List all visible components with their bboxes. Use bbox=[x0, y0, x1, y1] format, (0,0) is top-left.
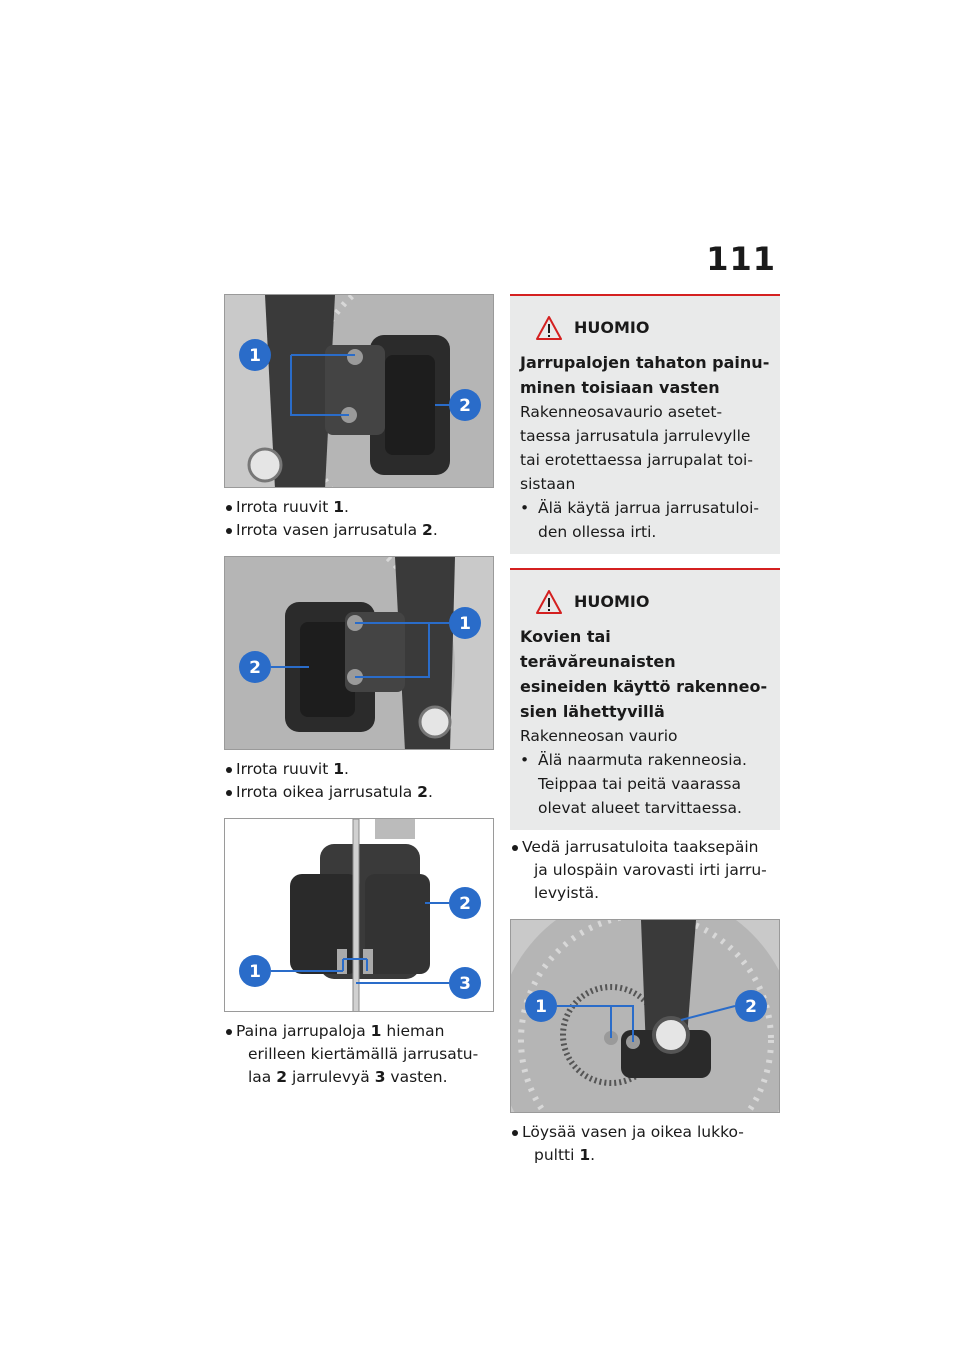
step-pull-calipers: Vedä jarrusatuloita taaksepäin bbox=[510, 836, 780, 859]
left-column bbox=[224, 294, 494, 1089]
page-number: 111 bbox=[706, 240, 776, 278]
figure-left-caliper-screws bbox=[224, 294, 494, 488]
figure-lock-bolts bbox=[510, 919, 780, 1113]
step-pull-calipers-line2: ja ulospäin varovasti irti jarru- bbox=[534, 861, 767, 879]
right-column bbox=[510, 294, 780, 1167]
notice-pad-compression bbox=[510, 294, 780, 554]
callout-2-label: 2 bbox=[459, 396, 471, 416]
notice-action: • Älä naarmuta rakenneosia. Teippaa tai peitä vaarassa olevat alueet tarvittaessa. bbox=[520, 748, 770, 820]
notice-consequence: Rakenneosavaurio asetet- taessa jarrusatula jarrulevylle tai erotettaessa jarrupalat toi- sistaan bbox=[520, 403, 753, 493]
step-remove-screws: Irrota ruuvit 1. bbox=[224, 758, 494, 781]
callout-2-label: 2 bbox=[459, 894, 471, 914]
step-pull-calipers-line3: levyistä. bbox=[534, 884, 600, 902]
notice-consequence: Rakenneosan vaurio bbox=[520, 727, 678, 745]
notice-title: HUOMIO bbox=[574, 592, 650, 611]
callout-3-label: 3 bbox=[459, 974, 471, 994]
notice-action: • Älä käytä jarrua jarrusatuloi- den ollessa irti. bbox=[520, 496, 770, 544]
right-caliper-illustration bbox=[225, 557, 494, 750]
callout-2-label: 2 bbox=[249, 658, 261, 678]
steps-pull-calipers bbox=[510, 836, 780, 905]
notice-sharp-objects bbox=[510, 568, 780, 830]
step-press-pads-line3: laa 2 jarrulevyä 3 vasten. bbox=[248, 1068, 448, 1086]
steps-press-pads bbox=[224, 1020, 494, 1089]
steps-right-caliper bbox=[224, 758, 494, 804]
notice-hazard: Jarrupalojen tahaton painu- minen toisiaan vasten bbox=[520, 353, 770, 397]
brake-pads-illustration bbox=[225, 819, 494, 1012]
callout-2-label: 2 bbox=[745, 997, 757, 1017]
steps-loosen-bolts bbox=[510, 1121, 780, 1167]
notice-title: HUOMIO bbox=[574, 318, 650, 337]
step-loosen-bolts: Löysää vasen ja oikea lukko- bbox=[510, 1121, 780, 1144]
figure-brake-pads bbox=[224, 818, 494, 1012]
step-remove-left-caliper: Irrota vasen jarrusatula 2. bbox=[224, 519, 494, 542]
notice-hazard: Kovien tai terävăreunaisten esineiden käyttö rakenneo- sien lähettyvillä bbox=[520, 627, 768, 721]
step-press-pads-line2: erilleen kiertämällä jarrusatu- bbox=[248, 1045, 479, 1063]
left-caliper-illustration bbox=[225, 295, 494, 488]
warning-triangle-icon bbox=[536, 590, 562, 614]
step-remove-screws: Irrota ruuvit 1. bbox=[224, 496, 494, 519]
step-press-pads: Paina jarrupaloja 1 hieman bbox=[224, 1020, 494, 1043]
step-loosen-bolts-line2: pultti 1. bbox=[534, 1146, 596, 1164]
callout-1-label: 1 bbox=[249, 962, 261, 982]
warning-triangle-icon bbox=[536, 316, 562, 340]
callout-1-label: 1 bbox=[249, 346, 261, 366]
callout-1-label: 1 bbox=[459, 614, 471, 634]
figure-right-caliper-screws bbox=[224, 556, 494, 750]
step-remove-right-caliper: Irrota oikea jarrusatula 2. bbox=[224, 781, 494, 804]
callout-1-label: 1 bbox=[535, 997, 547, 1017]
lock-bolts-illustration bbox=[511, 920, 780, 1113]
steps-left-caliper bbox=[224, 496, 494, 542]
